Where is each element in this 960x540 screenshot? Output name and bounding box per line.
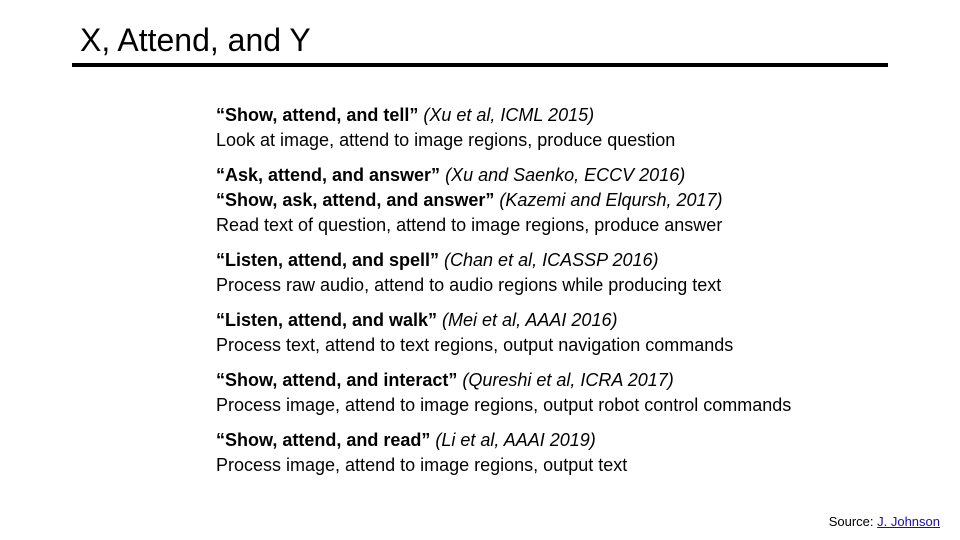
paper-description: Look at image, attend to image regions, produce question (216, 130, 676, 150)
paper-description: Process image, attend to image regions, output text (216, 455, 628, 475)
list-item (216, 248, 916, 298)
paper-reference: (Kazemi and Elqursh, 2017) (494, 190, 723, 210)
paper-reference: (Mei et al, AAAI 2016) (437, 310, 618, 330)
paper-citation (216, 368, 916, 393)
paper-title: “Ask, attend, and answer” (216, 165, 441, 185)
paper-description: Process image, attend to image regions, output robot control commands (216, 395, 792, 415)
paper-title: “Listen, attend, and spell” (216, 250, 440, 270)
paper-title: “Listen, attend, and walk” (216, 310, 438, 330)
paper-description: Process text, attend to text regions, output navigation commands (216, 335, 734, 355)
paper-citation (216, 308, 916, 333)
paper-reference: (Chan et al, ICASSP 2016) (439, 250, 659, 270)
paper-title: “Show, attend, and tell” (216, 105, 419, 125)
paper-citation (216, 248, 916, 273)
paper-description: Read text of question, attend to image regions, produce answer (216, 215, 723, 235)
list-item (216, 308, 916, 358)
list-item (216, 368, 916, 418)
paper-citation (216, 163, 916, 188)
entry-list (216, 103, 916, 488)
paper-reference: (Li et al, AAAI 2019) (430, 430, 596, 450)
paper-description: Process raw audio, attend to audio regions while producing text (216, 275, 722, 295)
source-label: Source: (828, 514, 878, 529)
paper-citation (216, 188, 916, 213)
paper-reference: (Qureshi et al, ICRA 2017) (457, 370, 674, 390)
list-item (216, 428, 916, 478)
list-item (216, 103, 916, 153)
source-credit (829, 514, 940, 530)
slide-title: X, Attend, and Y (80, 22, 311, 58)
source-link[interactable]: J. Johnson (877, 514, 940, 529)
paper-title: “Show, ask, attend, and answer” (216, 190, 495, 210)
title-underline (72, 63, 888, 67)
paper-citation (216, 428, 916, 453)
paper-reference: (Xu and Saenko, ECCV 2016) (440, 165, 686, 185)
list-item (216, 163, 916, 238)
paper-citation (216, 103, 916, 128)
paper-title: “Show, attend, and read” (216, 430, 431, 450)
paper-title: “Show, attend, and interact” (216, 370, 458, 390)
paper-reference: (Xu et al, ICML 2015) (418, 105, 595, 125)
